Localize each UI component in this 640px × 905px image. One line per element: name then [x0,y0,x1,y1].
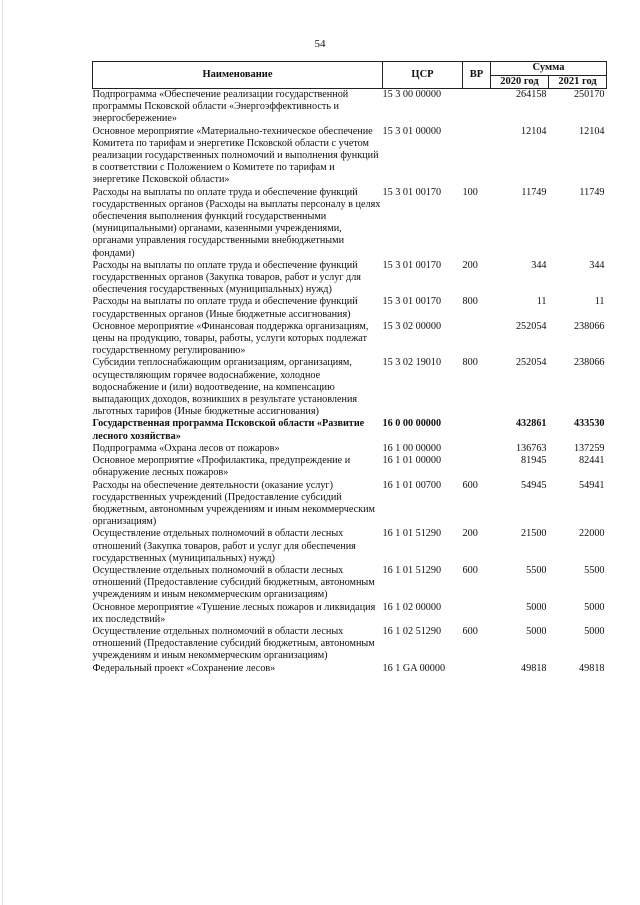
row-sum-2020: 344 [531,259,547,271]
row-vr-code [463,663,491,675]
row-csr-code: 15 3 02 19010 [382,357,442,369]
row-sum-2021: 12104 [579,125,605,137]
row-sum-2021: 137259 [573,442,605,454]
table-row [93,443,607,455]
row-sum-2021: 433530 [573,418,605,430]
row-sum-2021: 5000 [584,625,605,637]
row-csr-code: 16 1 GA 00000 [382,662,446,674]
row-csr-code: 16 1 02 00000 [382,601,442,613]
row-name: Осуществление отдельных полномочий в области лесных отношений (Предоставление субсидий бюджетным, автономным учреждениям и иным некоммерческим организациям) [92,625,375,662]
page-number: 54 [314,38,326,50]
row-name: Государственная программа Псковской области «Развитие лесного хозяйства» [92,418,365,442]
row-vr-code: 600 [462,625,478,637]
row-vr-code: 800 [462,357,478,369]
header-year-2020: 2020 год [491,75,549,89]
row-vr-code: 600 [462,479,478,491]
row-vr-code: 600 [462,564,478,576]
table-row [93,565,607,602]
row-sum-2021: 82441 [579,455,605,467]
row-sum-2020: 252054 [515,320,547,332]
table-row [93,418,607,442]
table-row [93,260,607,297]
row-name: Подпрограмма «Охрана лесов от пожаров» [92,442,280,454]
row-vr-code [463,89,491,126]
row-csr-code: 15 3 00 00000 [382,89,442,100]
row-sum-2021: 238066 [573,320,605,332]
row-sum-2020: 5000 [526,601,547,613]
table-row [93,455,607,479]
header-csr: ЦСР [383,62,463,89]
row-vr-code [463,418,491,442]
budget-table [92,61,607,675]
row-vr-code [463,602,491,626]
row-sum-2020: 264158 [515,89,547,100]
table-row [93,126,607,187]
header-year-2021: 2021 год [549,75,607,89]
table-row [93,528,607,565]
row-csr-code: 15 3 01 00170 [382,259,442,271]
row-sum-2021: 22000 [579,528,605,540]
table-row [93,89,607,126]
scan-edge-line [2,0,3,905]
row-sum-2021: 250170 [573,89,605,100]
row-sum-2020: 54945 [521,479,547,491]
row-sum-2021: 49818 [579,662,605,674]
row-name: Подпрограмма «Обеспечение реализации государственной программы Псковской области «Энергоэффективность и энергосбережение» [92,89,349,125]
header-sum: Сумма [491,62,607,76]
table-row [93,626,607,663]
row-vr-code [463,443,491,455]
table-row [93,187,607,260]
row-sum-2020: 432861 [515,418,547,430]
row-name: Расходы на выплаты по оплате труда и обеспечение функций государственных органов (Закупка товаров, работ и услуг для обеспечения государственных (муниципальных) нужд) [92,259,361,296]
row-csr-code: 16 0 00 00000 [382,418,442,430]
table-row [93,480,607,529]
row-name: Осуществление отдельных полномочий в области лесных отношений (Закупка товаров, работ и услуг для обеспечения государственных (муниципальных) нужд) [92,528,356,564]
row-sum-2020: 81945 [521,455,547,467]
row-sum-2020: 11 [536,296,547,308]
header-name: Наименование [93,62,383,89]
row-name: Основное мероприятие «Материально-техническое обеспечение Комитета по тарифам и энергетике Псковской области с учетом реализации государственных полномочий и выполнения функций в соответствии с Положением о Комитете по тарифам и энергетике Псковской области» [92,125,379,186]
row-sum-2020: 12104 [521,125,547,137]
row-name: Основное мероприятие «Профилактика, предупреждение и обнаружение лесных пожаров» [92,455,351,479]
row-csr-code: 15 3 01 00000 [382,125,442,137]
table-row [93,602,607,626]
row-csr-code: 16 1 01 00700 [382,479,442,491]
row-sum-2020: 5500 [526,564,547,576]
row-sum-2020: 136763 [515,442,547,454]
row-csr-code: 15 3 02 00000 [382,320,442,332]
row-sum-2021: 11749 [579,186,605,198]
table-row [93,296,607,320]
row-name: Федеральный проект «Сохранение лесов» [92,662,276,674]
row-sum-2020: 5000 [526,625,547,637]
row-name: Расходы на выплаты по оплате труда и обеспечение функций государственных органов (Иные бюджетные ассигнования) [92,296,358,320]
row-vr-code: 800 [462,296,478,308]
row-csr-code: 16 1 02 51290 [382,625,442,637]
row-csr-code: 16 1 00 00000 [382,442,442,454]
row-sum-2020: 11749 [521,186,547,198]
row-name: Основное мероприятие «Тушение лесных пожаров и ликвидация их последствий» [92,601,376,625]
table-row [93,357,607,418]
row-sum-2021: 5500 [584,564,605,576]
row-name: Расходы на обеспечение деятельности (оказание услуг) государственных учреждений (Предоставление субсидий бюджетным, автономным учреждениям и иным некоммерческим организациям) [92,479,375,528]
row-csr-code: 16 1 01 51290 [382,564,442,576]
row-sum-2021: 11 [594,296,605,308]
header-vr: ВР [463,62,491,89]
row-sum-2020: 21500 [521,528,547,540]
row-name: Осуществление отдельных полномочий в области лесных отношений (Предоставление субсидий бюджетным, автономным учреждениям и иным некоммерческим организациям) [92,564,375,601]
row-name: Основное мероприятие «Финансовая поддержка организациям, цены на продукцию, товары, работы, услуги которых подлежат государственному регулированию» [92,320,369,357]
row-sum-2020: 49818 [521,662,547,674]
row-sum-2021: 344 [589,259,605,271]
row-vr-code [463,455,491,479]
row-sum-2021: 54941 [579,479,605,491]
table-header [93,62,607,89]
row-name: Субсидии теплоснабжающим организациям, организациям, осуществляющим горячее водоснабжение, холодное водоснабжение и (или) водоотведение, на компенсацию выпадающих доходов, возникших в результате установления льготных тарифов (Иные бюджетные ассигнования) [92,357,358,418]
row-sum-2021: 5000 [584,601,605,613]
row-vr-code: 100 [462,186,478,198]
row-csr-code: 15 3 01 00170 [382,296,442,308]
row-vr-code: 200 [462,528,478,540]
row-csr-code: 15 3 01 00170 [382,186,442,198]
row-csr-code: 16 1 01 00000 [382,455,442,467]
row-vr-code: 200 [462,259,478,271]
row-vr-code [463,126,491,187]
row-name: Расходы на выплаты по оплате труда и обеспечение функций государственных органов (Расходы на выплаты персоналу в целях обеспечения выполнения функций государственными (муниципальными) органами, казенными учреждениями, органами управления государственными внебюджетными фондами) [92,186,381,259]
row-sum-2020: 252054 [515,357,547,369]
table-row [93,321,607,358]
table-body [93,89,607,675]
row-sum-2021: 238066 [573,357,605,369]
table-row [93,663,607,675]
row-csr-code: 16 1 01 51290 [382,528,442,540]
row-vr-code [463,321,491,358]
